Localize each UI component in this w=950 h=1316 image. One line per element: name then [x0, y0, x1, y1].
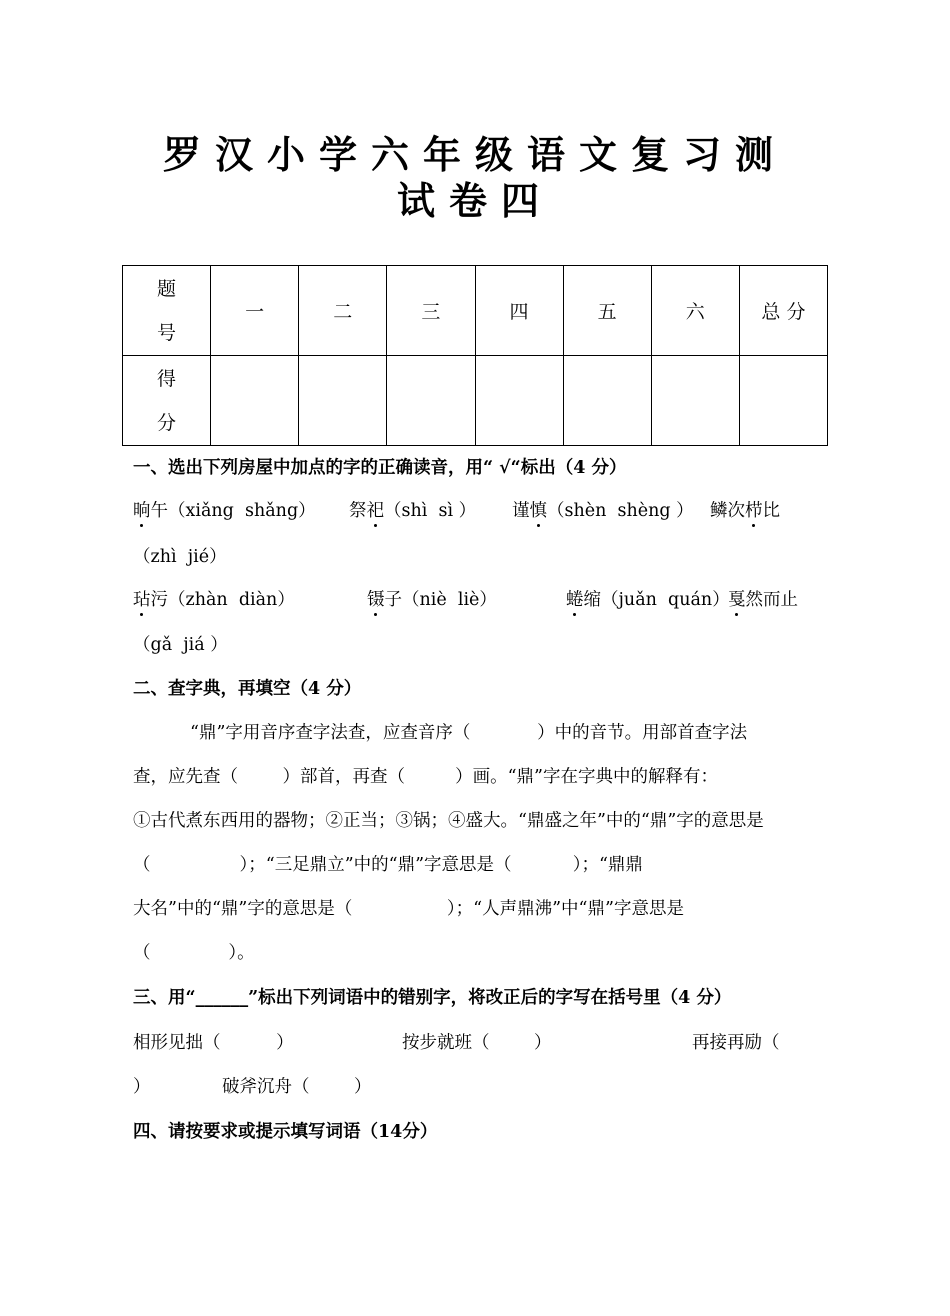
- correction-item: 相形见拙（ ）: [133, 1033, 294, 1053]
- score-cell[interactable]: [739, 356, 827, 446]
- section2-line: 大名”中的“鼎”字的意思是（ ）；“人声鼎沸”中“鼎”字意思是: [133, 899, 684, 919]
- score-cell[interactable]: [211, 356, 299, 446]
- section2-line: （ ）。: [133, 943, 255, 963]
- correction-item: ）: [133, 1077, 151, 1097]
- section3-heading: 三、用“______”标出下列词语中的错别字，将改正后的字写在括号里（4 分）: [133, 988, 732, 1008]
- column-header: 五: [563, 266, 651, 356]
- section1-heading: 一、选出下列房屋中加点的字的正确读音，用“ √“标出（4 分）: [133, 458, 627, 478]
- score-table-header-row: [123, 266, 828, 356]
- score-cell[interactable]: [563, 356, 651, 446]
- pinyin-item: 戛然而止: [728, 590, 798, 610]
- pinyin-item: （zhì jié）: [133, 547, 227, 567]
- score-cell[interactable]: [651, 356, 739, 446]
- score-label-cell: 得 分: [123, 356, 211, 446]
- pinyin-item: 祭祀（shì sì ）: [349, 501, 477, 521]
- column-header: 三: [387, 266, 475, 356]
- pinyin-item: （gǎ jiá ）: [133, 635, 228, 655]
- section2-line: “鼎”字用音序查字法查，应查音序（ ）中的音节。用部首查字法: [190, 723, 748, 743]
- exam-title-line1: 罗汉小学六年级语文复习测: [162, 132, 787, 177]
- section2-line: （ ）；“三足鼎立”中的“鼎”字意思是（ ）；“鼎鼎: [133, 855, 643, 875]
- column-header: 四: [475, 266, 563, 356]
- column-header: 总 分: [739, 266, 827, 356]
- section4-heading: 四、请按要求或提示填写词语（14分）: [133, 1122, 438, 1142]
- column-header: 二: [299, 266, 387, 356]
- pinyin-item: 蜷缩（juǎn quán）: [566, 590, 730, 610]
- section2-heading: 二、查字典，再填空（4 分）: [133, 679, 362, 699]
- score-cell[interactable]: [299, 356, 387, 446]
- header-label-cell: 题 号: [123, 266, 211, 356]
- pinyin-item: 谨慎（shèn shèng ）: [512, 501, 694, 521]
- section2-line: 查，应先查（ ）部首，再查（ ）画。“鼎”字在字典中的解释有：: [133, 767, 718, 787]
- correction-item: 按步就班（ ）: [402, 1033, 552, 1053]
- score-table: [122, 265, 828, 446]
- correction-item: 破斧沉舟（ ）: [222, 1077, 372, 1097]
- exam-title-line2: 试卷四: [396, 178, 553, 223]
- column-header: 六: [651, 266, 739, 356]
- section2-line: ①古代煮东西用的器物；②正当；③锅；④盛大。“鼎盛之年”中的“鼎”字的意思是: [133, 811, 764, 831]
- score-cell[interactable]: [387, 356, 475, 446]
- score-table-score-row: [123, 356, 828, 446]
- pinyin-item: 玷污（zhàn diàn）: [133, 590, 295, 610]
- pinyin-item: 鳞次栉比: [710, 501, 780, 521]
- pinyin-item: 晌午（xiǎng shǎng）: [133, 501, 316, 521]
- score-cell[interactable]: [475, 356, 563, 446]
- correction-item: 再接再励（: [692, 1033, 780, 1053]
- pinyin-item: 镊子（niè liè）: [367, 590, 497, 610]
- column-header: 一: [211, 266, 299, 356]
